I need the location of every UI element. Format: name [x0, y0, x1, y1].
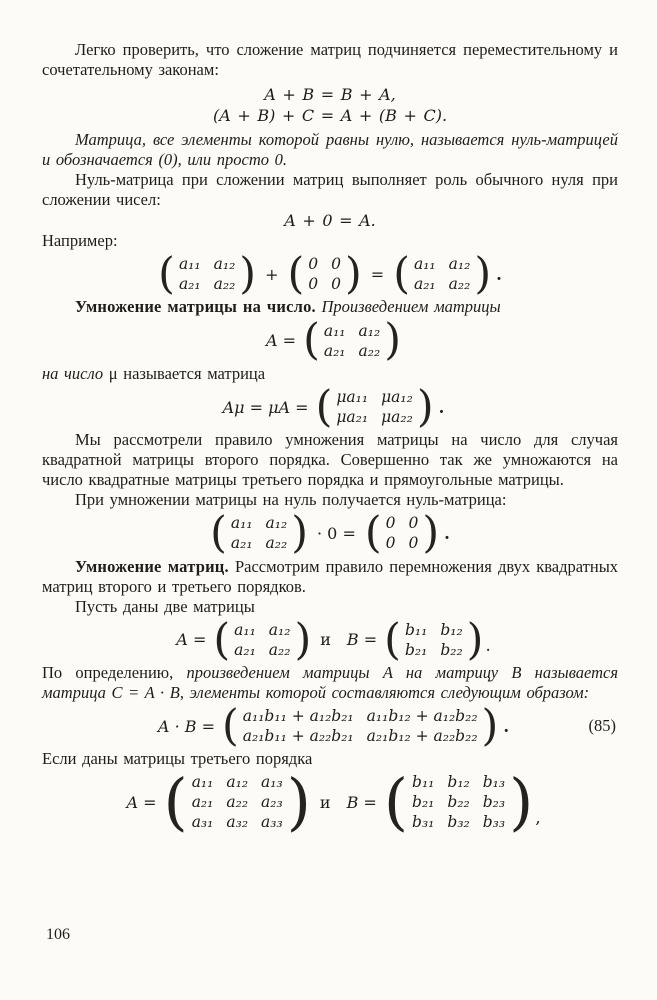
matrix-a-3x3: [163, 765, 311, 839]
matrix-cell: b₂₂: [447, 793, 470, 812]
left-paren-icon: (: [213, 614, 231, 665]
matrix-cell: a₂₁: [178, 275, 201, 294]
left-paren-icon: (: [364, 508, 382, 559]
matrix-product-2x2: [221, 701, 499, 752]
matrix-cell: a₂₂: [448, 275, 471, 294]
period: .: [496, 264, 502, 284]
period: .: [438, 397, 445, 417]
matrix-cell: μa₂₂: [381, 408, 413, 427]
left-paren-icon: (: [158, 249, 175, 299]
left-paren-icon: (: [303, 315, 320, 366]
matrix-cell: μa₁₂: [381, 388, 413, 407]
right-paren-icon: ): [481, 701, 499, 752]
paragraph-null-matrix-definition: Матрица, все элементы которой равны нулю, называется нуль-матрицей и обозначается (0), или просто 0.: [42, 130, 618, 169]
matrix-zero-2x2: [364, 508, 440, 559]
right-paren-icon: ): [239, 249, 257, 299]
equation-lhs: A · B =: [157, 716, 215, 736]
period: .: [503, 716, 510, 736]
matrix-cell: a₂₁: [191, 793, 214, 812]
right-paren-icon: ): [509, 765, 534, 839]
matrix-cell: a₂₁: [413, 275, 436, 294]
equation-third-order-matrices: [42, 765, 618, 839]
left-paren-icon: (: [383, 765, 409, 839]
plus-operator: +: [265, 264, 279, 284]
matrix-cell: 0: [308, 275, 319, 294]
matrix-cell: a₁₁b₁₂ + a₁₂b₂₂: [366, 707, 478, 726]
left-paren-icon: (: [393, 249, 410, 299]
matrix-cell: b₃₃: [482, 813, 506, 832]
matrix-cell: b₁₂: [447, 773, 470, 792]
matrix-cell: a₁₁: [234, 620, 256, 639]
left-paren-icon: (: [163, 765, 188, 839]
equation-matrices-a-and-b: [42, 614, 618, 665]
heading-italic-text: Произведением матрицы: [321, 297, 501, 317]
matrix-cell: a₁₂: [213, 255, 236, 274]
matrix-cell: b₃₁: [412, 813, 435, 832]
matrix-cell: a₁₃: [261, 773, 283, 792]
matrix-a-2x2: [303, 315, 401, 366]
equation-lhs: A =: [266, 331, 297, 351]
right-paren-icon: ): [474, 249, 492, 299]
equation-associative-law: (A + B) + C = A + (B + C).: [212, 106, 448, 125]
paragraph-by-number-mu: [42, 364, 618, 384]
equation-lhs-a: A =: [176, 630, 207, 650]
matrix-cell: a₃₂: [226, 813, 249, 832]
right-paren-icon: ): [294, 614, 312, 665]
right-paren-icon: ): [422, 508, 440, 559]
matrix-cell: b₂₁: [404, 640, 428, 659]
matrix-cell: b₂₃: [482, 793, 506, 812]
matrix-cell: a₂₂: [268, 640, 291, 659]
conjunction-and: и: [320, 630, 331, 650]
matrix-cell: a₂₂: [226, 793, 249, 812]
left-paren-icon: (: [384, 614, 401, 665]
matrix-cell: a₁₂: [226, 773, 249, 792]
paragraph-null-matrix-role: Нуль-матрица при сложении матриц выполняет роль обычного нуля при сложении чисел:: [42, 170, 618, 209]
matrix-cell: μa₂₁: [336, 408, 369, 427]
matrix-cell: a₃₁: [191, 813, 214, 832]
matrix-cell: 0: [408, 534, 419, 553]
equation-matrix-a-definition: [42, 315, 618, 366]
equation-product-85: [42, 701, 618, 752]
equation-scalar-multiplication: [42, 381, 618, 432]
matrix-cell: a₁₂: [265, 514, 288, 533]
times-zero-equals: · 0 =: [317, 523, 356, 543]
lead-text: По определению,: [42, 663, 174, 683]
matrix-cell: a₃₃: [261, 813, 283, 832]
matrix-b-3x3: [383, 765, 534, 839]
matrix-cell: a₁₂: [448, 255, 471, 274]
matrix-cell: a₁₁: [413, 255, 436, 274]
equation-lhs-b: B =: [346, 630, 378, 650]
matrix-mu-a-2x2: [315, 381, 434, 432]
matrix-cell: a₂₁: [323, 341, 346, 360]
matrix-cell: a₁₁b₁₁ + a₁₂b₂₁: [242, 707, 354, 726]
equation-zero-addition: A + 0 = A.: [284, 211, 376, 230]
matrix-cell: a₂₁: [234, 640, 256, 659]
heading-rest-text: Рассмотрим правило перемножения двух квадратных матриц второго и третьего порядков.: [42, 556, 619, 596]
matrix-cell: a₂₃: [261, 793, 283, 812]
left-paren-icon: (: [210, 508, 227, 559]
matrix-cell: b₁₂: [440, 620, 463, 639]
matrix-cell: 0: [385, 534, 396, 553]
right-paren-icon: ): [291, 508, 308, 559]
paragraph-scalar-rule-discussion: Мы рассмотрели правило умножения матрицы на число для случая квадратной матрицы второго порядка. Совершенно так же умножаются на число квадратные матрицы третьего порядка и прямоугольные матрицы.: [42, 430, 618, 490]
left-paren-icon: (: [315, 381, 333, 432]
left-paren-icon: (: [287, 249, 305, 299]
right-paren-icon: ): [466, 614, 484, 665]
italic-definition: произведением матрицы A на матрицу B называется матрица C = A · B, элементы которой составляются следующим образом:: [42, 663, 619, 703]
equation-lhs: Aμ = μA =: [222, 397, 309, 417]
matrix-cell: b₂₂: [440, 640, 463, 659]
equation-number: (85): [588, 716, 616, 736]
period: .: [444, 523, 450, 543]
matrix-cell: b₁₁: [404, 620, 428, 639]
heading-bold-text: Умножение матриц.: [75, 556, 229, 576]
matrix-cell: a₁₂: [358, 321, 381, 340]
matrix-cell: 0: [308, 255, 319, 274]
matrix-cell: a₂₁b₁₁ + a₂₂b₂₁: [242, 727, 354, 746]
matrix-cell: b₁₁: [412, 773, 435, 792]
matrix-cell: a₁₁: [230, 514, 253, 533]
matrix-a-2x2: [213, 614, 312, 665]
paragraph-multiplication-by-zero: При умножении матрицы на нуль получается нуль-матрица:: [75, 490, 507, 510]
heading-bold-text: Умножение матрицы на число.: [75, 297, 316, 317]
equals-operator: =: [370, 264, 385, 284]
heading-multiplication-by-number: [42, 297, 618, 317]
matrix-cell: 0: [385, 514, 396, 533]
matrix-cell: a₁₁: [323, 321, 346, 340]
matrix-cell: 0: [331, 255, 341, 274]
period: .: [485, 636, 491, 656]
left-paren-icon: (: [221, 701, 239, 752]
mu-symbol: μ: [108, 363, 118, 383]
paragraph-two-matrices-given: Пусть даны две матрицы: [75, 596, 255, 616]
matrix-cell: b₁₃: [482, 773, 506, 792]
paragraph-product-definition: [42, 663, 618, 703]
matrix-cell: 0: [408, 514, 419, 533]
matrix-a-2x2: [158, 249, 257, 299]
matrix-a-2x2: [210, 508, 308, 559]
matrix-cell: a₂₁b₁₂ + a₂₂b₂₂: [366, 727, 478, 746]
text-fragment: называется матрица: [123, 363, 266, 383]
right-paren-icon: ): [286, 765, 311, 839]
right-paren-icon: ): [416, 381, 434, 432]
heading-matrix-multiplication: [42, 557, 618, 597]
page-number: 106: [46, 926, 70, 943]
matrix-cell: a₂₂: [358, 341, 381, 360]
matrix-cell: a₁₁: [191, 773, 214, 792]
italic-fragment: на число: [42, 363, 104, 383]
equation-commutative-law: A + B = B + A,: [264, 85, 396, 104]
matrix-cell: a₂₂: [213, 275, 236, 294]
right-paren-icon: ): [384, 315, 401, 366]
matrix-cell: a₁₂: [268, 620, 291, 639]
matrix-cell: b₂₁: [412, 793, 435, 812]
matrix-cell: μa₁₁: [336, 388, 369, 407]
conjunction-and: и: [319, 792, 331, 812]
equation-matrix-plus-zero: [42, 249, 618, 299]
paragraph-third-order-matrices: Если даны матрицы третьего порядка: [42, 749, 313, 769]
page-content: [42, 40, 619, 839]
equation-lhs-b: B =: [346, 792, 377, 812]
matrix-cell: a₂₁: [230, 534, 253, 553]
equation-lhs-a: A =: [126, 792, 157, 812]
matrix-cell: a₂₂: [265, 534, 288, 553]
matrix-zero-2x2: [287, 249, 362, 299]
equation-multiply-by-zero: [42, 508, 618, 559]
matrix-b-2x2: [384, 614, 484, 665]
matrix-cell: a₁₁: [178, 255, 201, 274]
equation-addition-laws: [42, 84, 618, 126]
right-paren-icon: ): [345, 249, 362, 299]
paragraph-addition-laws: Легко проверить, что сложение матриц подчиняется переместительному и сочетательному законам:: [42, 40, 618, 79]
matrix-cell: b₃₂: [447, 813, 470, 832]
comma: ,: [535, 808, 541, 828]
paragraph-for-example: Например:: [42, 231, 118, 250]
matrix-cell: 0: [331, 275, 341, 294]
matrix-a-2x2-result: [393, 249, 492, 299]
